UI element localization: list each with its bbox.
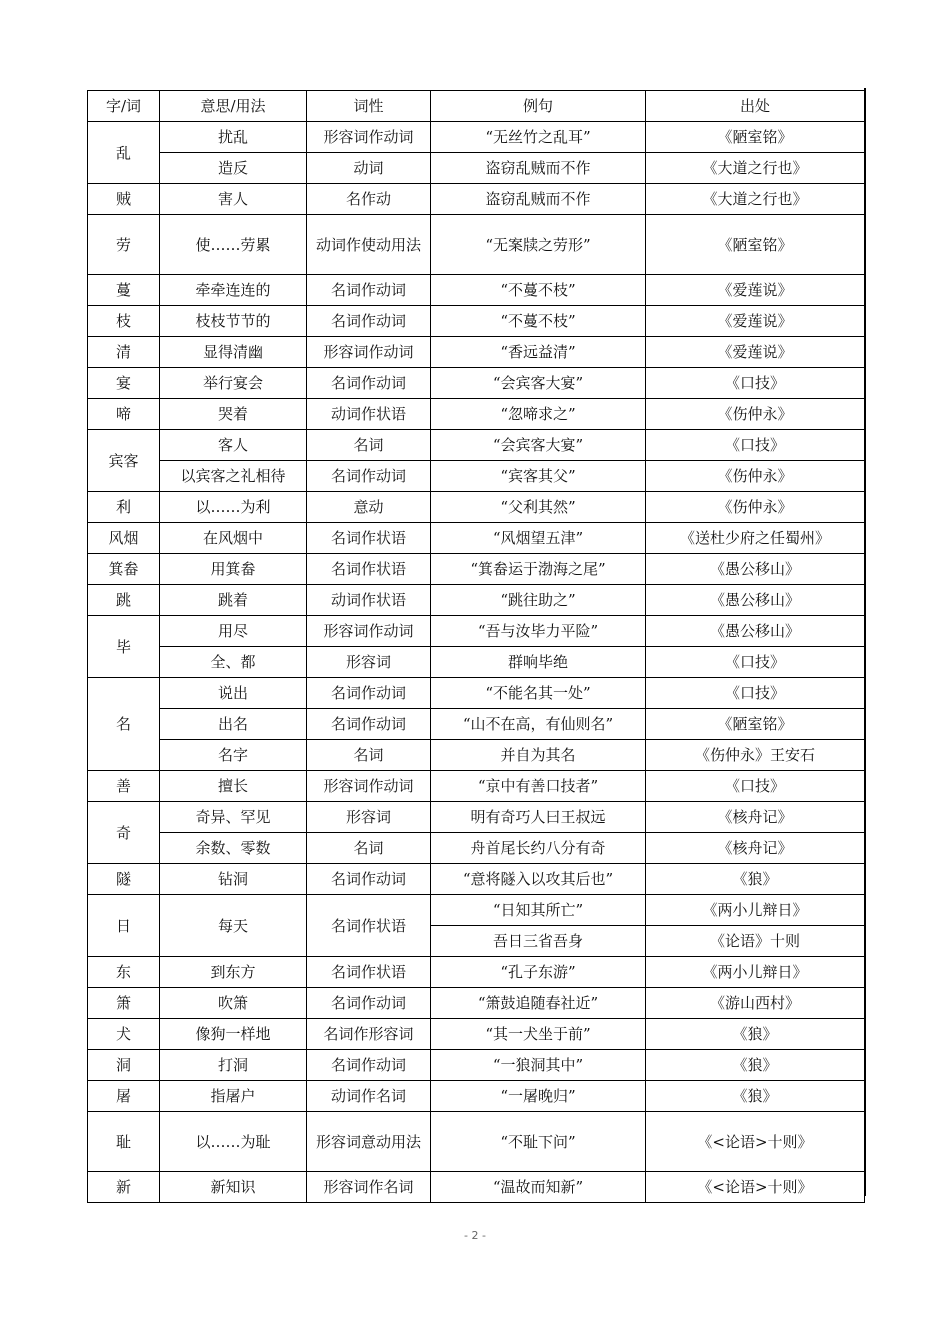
- example-cell: “其一犬坐于前”: [431, 1019, 646, 1050]
- source-cell: 《爱莲说》: [646, 275, 865, 306]
- table-row: [88, 833, 865, 864]
- meaning-cell: 造反: [160, 153, 307, 184]
- source-cell: 《爱莲说》: [646, 306, 865, 337]
- example-cell: “意将隧入以攻其后也”: [431, 864, 646, 895]
- meaning-cell: 吹箫: [160, 988, 307, 1019]
- pos-cell: 形容词意动用法: [307, 1112, 431, 1172]
- char-cell: 宴: [88, 368, 160, 399]
- pos-cell: 意动: [307, 492, 431, 523]
- pos-cell: 名词作动词: [307, 368, 431, 399]
- meaning-cell: 全、都: [160, 647, 307, 678]
- char-cell: 箕畚: [88, 554, 160, 585]
- meaning-cell: 余数、零数: [160, 833, 307, 864]
- example-cell: 吾日三省吾身: [431, 926, 646, 957]
- example-cell: “无丝竹之乱耳”: [431, 122, 646, 153]
- example-cell: “不耻下问”: [431, 1112, 646, 1172]
- table-body: [88, 122, 865, 1203]
- source-cell: 《<论语>十则》: [646, 1112, 865, 1172]
- example-cell: “宾客其父”: [431, 461, 646, 492]
- example-cell: “箕畚运于渤海之尾”: [431, 554, 646, 585]
- char-cell: 名: [88, 678, 160, 771]
- right-border-rule: [864, 88, 866, 1196]
- table-row: [88, 616, 865, 647]
- source-cell: 《口技》: [646, 678, 865, 709]
- source-cell: 《陋室铭》: [646, 215, 865, 275]
- meaning-cell: 枝枝节节的: [160, 306, 307, 337]
- table-row: [88, 1081, 865, 1112]
- source-cell: 《口技》: [646, 647, 865, 678]
- char-cell: 善: [88, 771, 160, 802]
- pos-cell: 形容词作动词: [307, 771, 431, 802]
- example-cell: “一狼洞其中”: [431, 1050, 646, 1081]
- table-row: [88, 895, 865, 926]
- source-cell: 《伤仲永》: [646, 492, 865, 523]
- meaning-cell: 害人: [160, 184, 307, 215]
- meaning-cell: 用箕畚: [160, 554, 307, 585]
- example-cell: “京中有善口技者”: [431, 771, 646, 802]
- table-row: [88, 153, 865, 184]
- char-cell: 清: [88, 337, 160, 368]
- table-row: [88, 1019, 865, 1050]
- char-cell: 奇: [88, 802, 160, 864]
- example-cell: 盗窃乱贼而不作: [431, 153, 646, 184]
- pos-cell: 名词作动词: [307, 275, 431, 306]
- example-cell: “父利其然”: [431, 492, 646, 523]
- header-row: [88, 91, 865, 122]
- char-cell: 新: [88, 1172, 160, 1203]
- meaning-cell: 像狗一样地: [160, 1019, 307, 1050]
- vocabulary-sheet: [87, 90, 864, 1203]
- table-row: [88, 1050, 865, 1081]
- source-cell: 《陋室铭》: [646, 122, 865, 153]
- example-cell: “吾与汝毕力平险”: [431, 616, 646, 647]
- example-cell: 并自为其名: [431, 740, 646, 771]
- example-cell: 明有奇巧人曰王叔远: [431, 802, 646, 833]
- meaning-cell: 以宾客之礼相待: [160, 461, 307, 492]
- pos-cell: 名词作动词: [307, 306, 431, 337]
- source-cell: 《口技》: [646, 430, 865, 461]
- example-cell: “孔子东游”: [431, 957, 646, 988]
- pos-cell: 名作动: [307, 184, 431, 215]
- pos-cell: 形容词作名词: [307, 1172, 431, 1203]
- example-cell: 盗窃乱贼而不作: [431, 184, 646, 215]
- source-cell: 《核舟记》: [646, 833, 865, 864]
- meaning-cell: 钻洞: [160, 864, 307, 895]
- vocabulary-table: [87, 90, 865, 1203]
- pos-cell: 名词: [307, 833, 431, 864]
- source-cell: 《两小儿辩日》: [646, 957, 865, 988]
- char-cell: 洞: [88, 1050, 160, 1081]
- char-cell: 东: [88, 957, 160, 988]
- char-cell: 隧: [88, 864, 160, 895]
- example-cell: “不能名其一处”: [431, 678, 646, 709]
- char-cell: 利: [88, 492, 160, 523]
- meaning-cell: 打洞: [160, 1050, 307, 1081]
- pos-cell: 名词作动词: [307, 709, 431, 740]
- table-row: [88, 554, 865, 585]
- pos-cell: 动词作状语: [307, 585, 431, 616]
- meaning-cell: 使……劳累: [160, 215, 307, 275]
- table-row: [88, 678, 865, 709]
- pos-cell: 名词作状语: [307, 523, 431, 554]
- char-cell: 毕: [88, 616, 160, 678]
- source-cell: 《伤仲永》: [646, 399, 865, 430]
- table-row: [88, 275, 865, 306]
- char-cell: 日: [88, 895, 160, 957]
- example-cell: “风烟望五津”: [431, 523, 646, 554]
- source-cell: 《伤仲永》王安石: [646, 740, 865, 771]
- table-row: [88, 709, 865, 740]
- table-row: [88, 399, 865, 430]
- pos-cell: 名词: [307, 430, 431, 461]
- table-row: [88, 802, 865, 833]
- header-char: 字/词: [88, 91, 160, 122]
- example-cell: “跳往助之”: [431, 585, 646, 616]
- table-row: [88, 585, 865, 616]
- meaning-cell: 说出: [160, 678, 307, 709]
- pos-cell: 形容词: [307, 802, 431, 833]
- char-cell: 贼: [88, 184, 160, 215]
- meaning-cell: 出名: [160, 709, 307, 740]
- table-row: [88, 864, 865, 895]
- example-cell: “箫鼓追随春社近”: [431, 988, 646, 1019]
- source-cell: 《伤仲永》: [646, 461, 865, 492]
- char-cell: 犬: [88, 1019, 160, 1050]
- meaning-cell: 举行宴会: [160, 368, 307, 399]
- table-row: [88, 122, 865, 153]
- table-row: [88, 771, 865, 802]
- meaning-cell: 客人: [160, 430, 307, 461]
- example-cell: “会宾客大宴”: [431, 430, 646, 461]
- source-cell: 《狼》: [646, 864, 865, 895]
- source-cell: 《愚公移山》: [646, 616, 865, 647]
- pos-cell: 动词作状语: [307, 399, 431, 430]
- table-row: [88, 647, 865, 678]
- source-cell: 《陋室铭》: [646, 709, 865, 740]
- meaning-cell: 在风烟中: [160, 523, 307, 554]
- meaning-cell: 名字: [160, 740, 307, 771]
- table-row: [88, 306, 865, 337]
- source-cell: 《愚公移山》: [646, 554, 865, 585]
- meaning-cell: 奇异、罕见: [160, 802, 307, 833]
- example-cell: “温故而知新”: [431, 1172, 646, 1203]
- pos-cell: 形容词作动词: [307, 616, 431, 647]
- pos-cell: 名词作动词: [307, 864, 431, 895]
- char-cell: 蔓: [88, 275, 160, 306]
- source-cell: 《两小儿辩日》: [646, 895, 865, 926]
- char-cell: 风烟: [88, 523, 160, 554]
- header-example: 例句: [431, 91, 646, 122]
- meaning-cell: 牵牵连连的: [160, 275, 307, 306]
- table-row: [88, 337, 865, 368]
- meaning-cell: 每天: [160, 895, 307, 957]
- char-cell: 劳: [88, 215, 160, 275]
- meaning-cell: 用尽: [160, 616, 307, 647]
- pos-cell: 名词作动词: [307, 1050, 431, 1081]
- pos-cell: 动词: [307, 153, 431, 184]
- example-cell: “会宾客大宴”: [431, 368, 646, 399]
- pos-cell: 动词作名词: [307, 1081, 431, 1112]
- source-cell: 《<论语>十则》: [646, 1172, 865, 1203]
- example-cell: “不蔓不枝”: [431, 306, 646, 337]
- table-row: [88, 215, 865, 275]
- char-cell: 屠: [88, 1081, 160, 1112]
- char-cell: 枝: [88, 306, 160, 337]
- source-cell: 《愚公移山》: [646, 585, 865, 616]
- example-cell: 舟首尾长约八分有奇: [431, 833, 646, 864]
- source-cell: 《大道之行也》: [646, 184, 865, 215]
- meaning-cell: 指屠户: [160, 1081, 307, 1112]
- pos-cell: 名词: [307, 740, 431, 771]
- source-cell: 《口技》: [646, 368, 865, 399]
- char-cell: 宾客: [88, 430, 160, 492]
- table-row: [88, 430, 865, 461]
- meaning-cell: 扰乱: [160, 122, 307, 153]
- source-cell: 《爱莲说》: [646, 337, 865, 368]
- table-row: [88, 1112, 865, 1172]
- table-row: [88, 492, 865, 523]
- source-cell: 《狼》: [646, 1019, 865, 1050]
- pos-cell: 形容词作动词: [307, 122, 431, 153]
- meaning-cell: 跳着: [160, 585, 307, 616]
- table-row: [88, 988, 865, 1019]
- table-row: [88, 957, 865, 988]
- char-cell: 耻: [88, 1112, 160, 1172]
- header-pos: 词性: [307, 91, 431, 122]
- source-cell: 《大道之行也》: [646, 153, 865, 184]
- source-cell: 《口技》: [646, 771, 865, 802]
- pos-cell: 名词作形容词: [307, 1019, 431, 1050]
- example-cell: “无案牍之劳形”: [431, 215, 646, 275]
- pos-cell: 名词作动词: [307, 678, 431, 709]
- table-row: [88, 461, 865, 492]
- source-cell: 《论语》十则: [646, 926, 865, 957]
- source-cell: 《送杜少府之任蜀州》: [646, 523, 865, 554]
- meaning-cell: 显得清幽: [160, 337, 307, 368]
- meaning-cell: 以……为耻: [160, 1112, 307, 1172]
- table-row: [88, 740, 865, 771]
- pos-cell: 动词作使动用法: [307, 215, 431, 275]
- char-cell: 跳: [88, 585, 160, 616]
- source-cell: 《游山西村》: [646, 988, 865, 1019]
- char-cell: 啼: [88, 399, 160, 430]
- example-cell: “忽啼求之”: [431, 399, 646, 430]
- header-source: 出处: [646, 91, 865, 122]
- table-row: [88, 368, 865, 399]
- example-cell: “不蔓不枝”: [431, 275, 646, 306]
- example-cell: 群响毕绝: [431, 647, 646, 678]
- char-cell: 箫: [88, 988, 160, 1019]
- source-cell: 《狼》: [646, 1050, 865, 1081]
- meaning-cell: 以……为利: [160, 492, 307, 523]
- example-cell: “日知其所亡”: [431, 895, 646, 926]
- pos-cell: 名词作动词: [307, 988, 431, 1019]
- pos-cell: 形容词作动词: [307, 337, 431, 368]
- table-row: [88, 1172, 865, 1203]
- header-meaning: 意思/用法: [160, 91, 307, 122]
- meaning-cell: 新知识: [160, 1172, 307, 1203]
- meaning-cell: 到东方: [160, 957, 307, 988]
- pos-cell: 形容词: [307, 647, 431, 678]
- example-cell: “香远益清”: [431, 337, 646, 368]
- pos-cell: 名词作状语: [307, 957, 431, 988]
- source-cell: 《核舟记》: [646, 802, 865, 833]
- table-row: [88, 184, 865, 215]
- pos-cell: 名词作状语: [307, 895, 431, 957]
- pos-cell: 名词作动词: [307, 461, 431, 492]
- char-cell: 乱: [88, 122, 160, 184]
- meaning-cell: 哭着: [160, 399, 307, 430]
- source-cell: 《狼》: [646, 1081, 865, 1112]
- page-number: - 2 -: [464, 1229, 486, 1242]
- pos-cell: 名词作状语: [307, 554, 431, 585]
- example-cell: “一屠晚归”: [431, 1081, 646, 1112]
- meaning-cell: 擅长: [160, 771, 307, 802]
- table-row: [88, 523, 865, 554]
- example-cell: “山不在高，有仙则名”: [431, 709, 646, 740]
